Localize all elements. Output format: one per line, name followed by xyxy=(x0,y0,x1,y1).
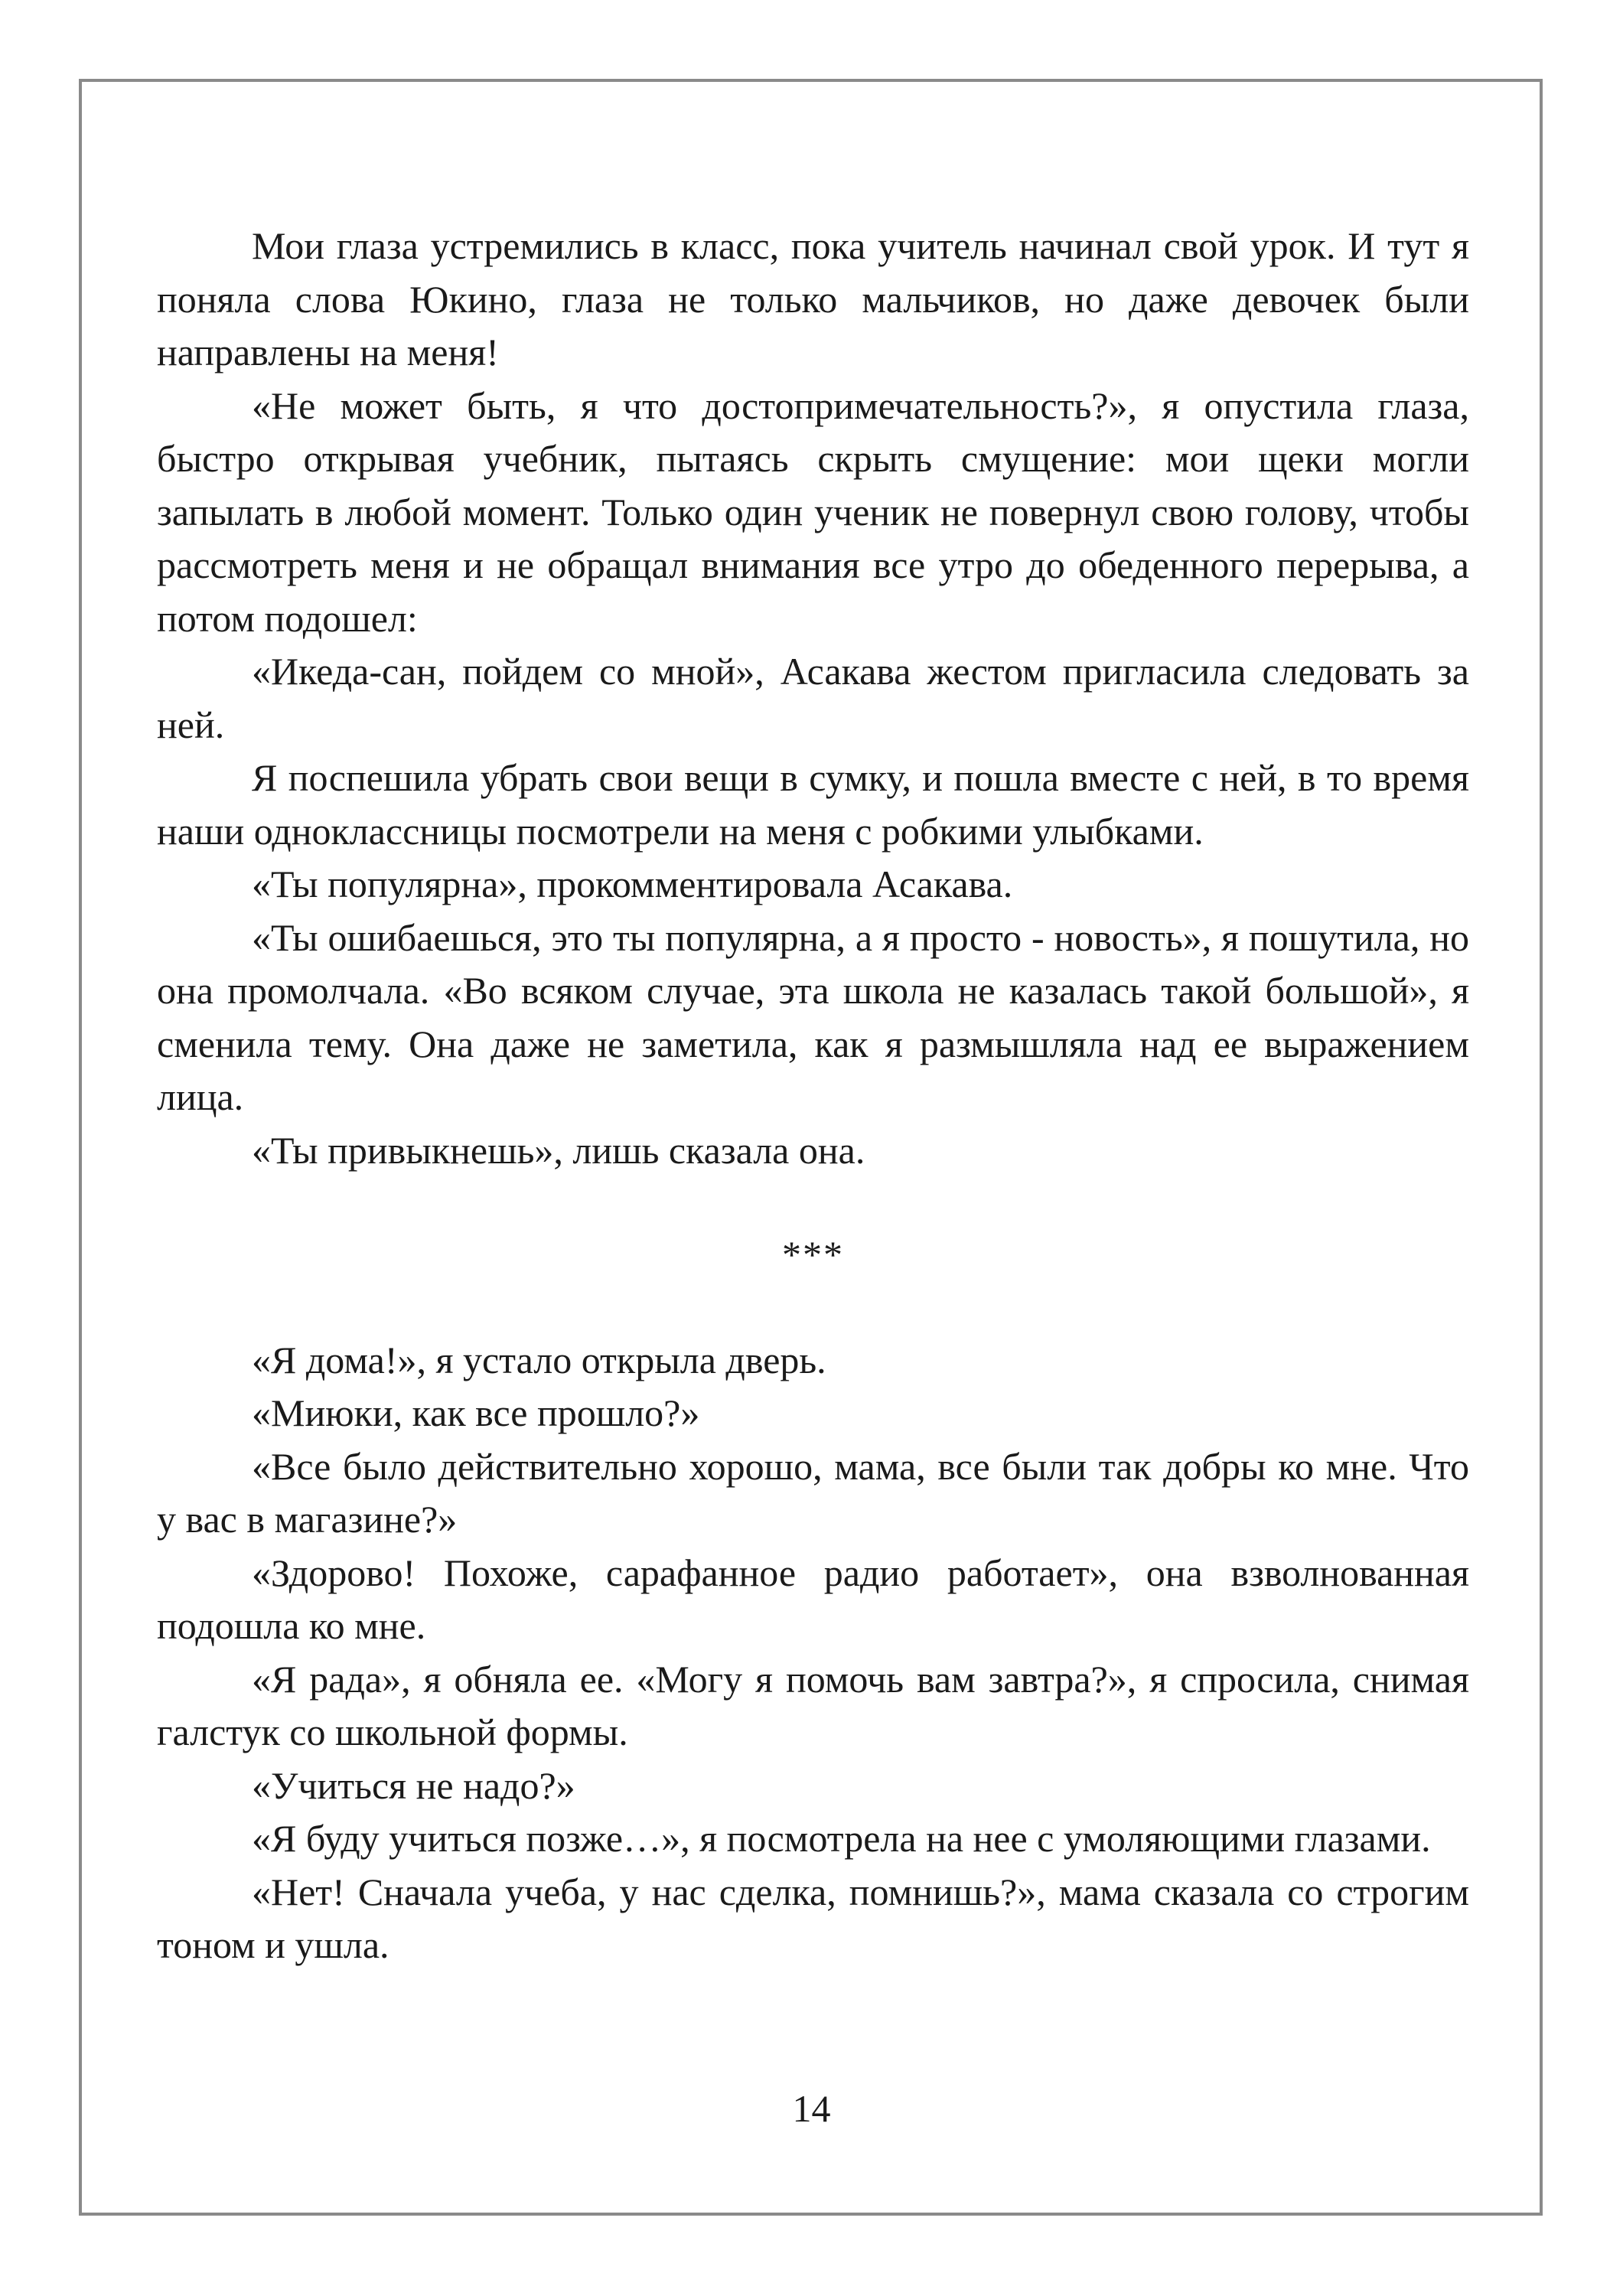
paragraph: «Икеда-сан, пойдем со мной», Асакава жестом пригласила следовать за ней. xyxy=(157,650,1469,746)
paragraph: «Я буду учиться позже…», я посмотрела на нее с умоляющими глазами. xyxy=(252,1817,1431,1860)
paragraph: Я поспешила убрать свои вещи в сумку, и пошла вместе с ней, в то время наши одноклассницы посмотрели на меня с робкими улыбками. xyxy=(157,756,1469,853)
section-separator: *** xyxy=(782,1233,844,1276)
paragraph: «Я рада», я обняла ее. «Могу я помочь вам завтра?», я спросила, снимая галстук со школьной формы. xyxy=(157,1657,1469,1753)
paragraph: «Учиться не надо?» xyxy=(252,1763,575,1807)
paragraph: Мои глаза устремились в класс, пока учитель начинал свой урок. И тут я поняла слова Юкино, глаза не только мальчиков, но даже девочек были направлены на меня! xyxy=(157,224,1469,373)
paragraph: «Все было действительно хорошо, мама, все были так добры ко мне. Что у вас в магазине?» xyxy=(157,1444,1469,1541)
paragraph: «Нет! Сначала учеба, у нас сделка, помнишь?», мама сказала со строгим тоном и ушла. xyxy=(157,1870,1469,1966)
page-number: 14 xyxy=(792,2087,831,2130)
paragraph: «Миюки, как все прошло?» xyxy=(252,1391,700,1434)
paragraph: «Ты привыкнешь», лишь сказала она. xyxy=(252,1128,865,1172)
paragraph: «Ты популярна», прокомментировала Асакава. xyxy=(252,863,1013,905)
paragraph: «Здорово! Похоже, сарафанное радио работает», она взволнованная подошла ко мне. xyxy=(157,1551,1469,1647)
paragraph: «Не может быть, я что достопримечательность?», я опустила глаза, быстро открывая учебник, пытаясь скрыть смущение: мои щеки могли запылать в любой момент. Только один ученик не повернул свою голову, чтобы рассмотреть меня и не обращал внимания все утро до обеденного перерыва, а потом подошел: xyxy=(157,383,1469,640)
paragraph: «Я дома!», я устало открыла дверь. xyxy=(252,1338,826,1381)
paragraph: «Ты ошибаешься, это ты популярна, а я просто - новость», я пошутила, но она промолчала. «Во всяком случае, эта школа не казалась такой большой», я сменила тему. Она даже не заметила, как я размышляла над ее выражением лица. xyxy=(157,915,1469,1118)
body-text xyxy=(157,220,1469,1972)
